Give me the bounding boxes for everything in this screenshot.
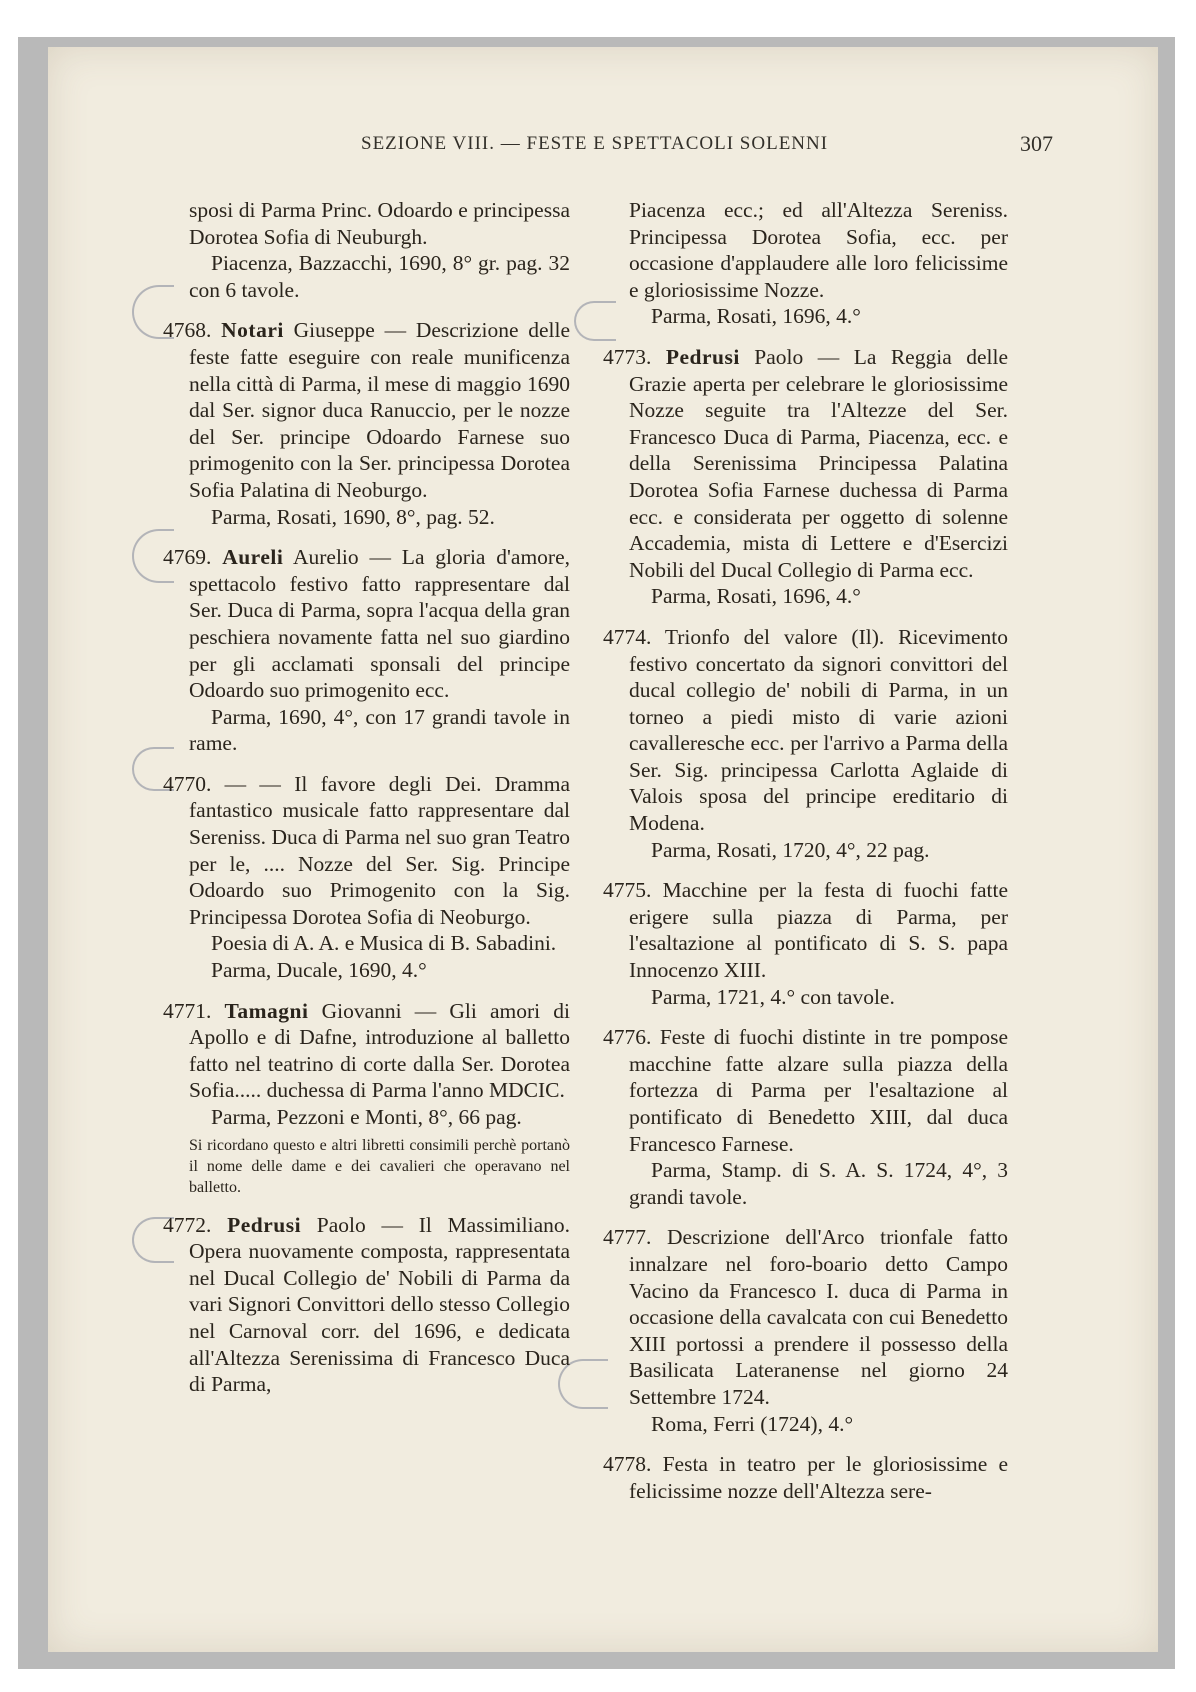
entry-imprint: Parma, 1690, 4°, con 17 grandi tavole in rame.	[189, 704, 570, 756]
entry-imprint: Parma, Ducale, 1690, 4.°	[211, 958, 427, 983]
entry-number: 4778.	[603, 1452, 652, 1477]
entry-number: 4776.	[603, 1025, 652, 1050]
catalog-entry	[603, 344, 1008, 610]
scan-border	[18, 37, 1175, 1669]
entry-number: 4771.	[163, 998, 212, 1023]
entry-author: Pedrusi	[665, 344, 740, 369]
left-column	[163, 197, 570, 1412]
catalog-entry	[163, 998, 570, 1198]
catalog-entry	[603, 1451, 1008, 1504]
entry-imprint: Piacenza, Bazzacchi, 1690, 8° gr. pag. 32 con 6 tavole.	[189, 251, 570, 302]
section-title: SEZIONE VIII. — FESTE E SPETTACOLI SOLENNI	[361, 133, 829, 154]
entry-author: Tamagni	[224, 998, 309, 1023]
entry-extra: Poesia di A. A. e Musica di B. Sabadini.	[211, 931, 557, 956]
entry-number: 4772.	[163, 1212, 212, 1237]
entry-text: Festa in teatro per le gloriosissime e felicissime nozze dell'Altezza sere-	[629, 1452, 1008, 1503]
catalog-entry	[163, 1212, 570, 1398]
continued-entry	[163, 197, 570, 303]
entry-text: Piacenza ecc.; ed all'Altezza Sereniss. Principessa Dorotea Sofia, ecc. per occasione d'applaudere alle loro felicissime e gloriosissime Nozze.	[629, 198, 1008, 302]
catalog-entry	[163, 771, 570, 984]
entry-text: — — Il favore degli Dei. Dramma fantastico musicale fatto rappresentare dal Sereniss. Duca di Parma nel suo gran Teatro per le, .... Nozze del Ser. Sig. Principe Odoardo suo Primogenito con la Sig. Principessa Dorotea Sofia di Neoburgo.	[189, 771, 570, 929]
entry-imprint: Parma, Rosati, 1690, 8°, pag. 52.	[211, 504, 495, 529]
catalog-entry	[163, 544, 570, 757]
book-page	[48, 47, 1158, 1652]
entry-number: 4777.	[603, 1225, 652, 1250]
entry-text: Giovanni — Gli amori di Apollo e di Dafne, introduzione al balletto fatto nel teatrino di corte dalla Ser. Dorotea Sofia..... duchessa di Parma l'anno MDCIC.	[189, 998, 571, 1103]
entry-text: sposi di Parma Princ. Odoardo e principessa Dorotea Sofia di Neuburgh.	[189, 198, 570, 249]
entry-number: 4773.	[603, 344, 652, 369]
entry-imprint: Parma, Rosati, 1696, 4.°	[651, 304, 861, 329]
entry-text: Feste di fuochi distinte in tre pompose macchine fatte alzare sulla piazza della fortezza di Parma per l'esaltazione al pontificato di Benedetto XIII, dal duca Francesco Farnese.	[629, 1025, 1008, 1156]
entry-imprint: Roma, Ferri (1724), 4.°	[651, 1411, 854, 1436]
entry-number: 4769.	[163, 545, 212, 570]
entry-number: 4774.	[603, 624, 652, 649]
entry-text: Macchine per la festa di fuochi fatte erigere sulla piazza di Parma, per l'esaltazione al pontificato di S. S. papa Innocenzo XIII.	[629, 878, 1009, 983]
catalog-entry	[603, 624, 1008, 863]
catalog-entry	[603, 1024, 1008, 1210]
entry-author: Notari	[221, 318, 284, 343]
entry-number: 4775.	[603, 878, 652, 903]
continued-entry	[603, 197, 1008, 330]
entry-imprint: Parma, Stamp. di S. A. S. 1724, 4°, 3 grandi tavole.	[629, 1158, 1008, 1209]
catalog-entry	[603, 1224, 1008, 1437]
entry-text: Aurelio — La gloria d'amore, spettacolo festivo fatto rappresentare dal Ser. Duca di Parma, sopra l'acqua della gran peschiera novamente fatta nel suo giardino per gli acclamati sponsali del principe Odoardo suo primogenito ecc.	[189, 545, 570, 703]
entry-text: Paolo — La Reggia delle Grazie aperta per celebrare le gloriosissime Nozze seguite tra l'Altezze del Ser. Francesco Duca di Parma, Piacenza, ecc. e della Serenissima Principessa Palatina Dorotea Sofia Farnese duchessa di Parma ecc. e considerata per oggetto di solenne Accademia, mista di Lettere e d'Esercizi Nobili del Ducal Collegio di Parma ecc.	[629, 344, 1008, 582]
entry-imprint: Parma, Rosati, 1720, 4°, 22 pag.	[651, 837, 930, 862]
entry-number: 4770.	[163, 771, 212, 796]
entry-text: Paolo — Il Massimiliano. Opera nuovamente composta, rappresentata nel Ducal Collegio de' Nobili di Parma da vari Signori Convittori dello stesso Collegio nel Carnoval corr. del 1696, e dedicata all'Altezza Serenissima di Francesco Duca di Parma,	[189, 1212, 570, 1397]
right-column	[603, 197, 1008, 1518]
entry-note: Si ricordano questo e altri libretti consimili perchè portanò il nome delle dame e dei cavalieri che operavano nel balletto.	[189, 1136, 570, 1196]
entry-text: Descrizione dell'Arco trionfale fatto innalzare nel foro-boario detto Campo Vacino da Francesco I. duca di Parma in occasione della cavalcata con cui Benedetto XIII portossi a prendere il possesso della Basilicata Lateranense nel giorno 24 Settembre 1724.	[629, 1225, 1008, 1409]
entry-number: 4768.	[163, 318, 212, 343]
entry-text: Trionfo del valore (Il). Ricevimento festivo concertato da signori convittori del ducal collegio de' nobili di Parma, in un torneo a piedi misto di varie azioni cavalleresche ecc. per l'arrivo a Parma della Ser. Sig. principessa Carlotta Aglaide di Valois sposa del principe ereditario di Modena.	[629, 624, 1008, 836]
running-head	[48, 133, 1158, 159]
entry-imprint: Parma, 1721, 4.° con tavole.	[651, 984, 895, 1009]
entry-imprint: Parma, Pezzoni e Monti, 8°, 66 pag.	[211, 1105, 522, 1129]
page-number: 307	[1020, 131, 1053, 156]
entry-text: Giuseppe — Descrizione delle feste fatte eseguire con reale munificenza nella città di Parma, il mese di maggio 1690 dal Ser. signor duca Ranuccio, per le nozze del Ser. principe Odoardo Farnese suo primogenito con la Ser. principessa Dorotea Sofia Palatina di Neoburgo.	[189, 318, 571, 502]
entry-author: Pedrusi	[227, 1212, 302, 1237]
entry-author: Aureli	[222, 545, 284, 570]
entry-imprint: Parma, Rosati, 1696, 4.°	[651, 584, 861, 609]
catalog-entry	[603, 877, 1008, 1010]
catalog-entry	[163, 317, 570, 530]
